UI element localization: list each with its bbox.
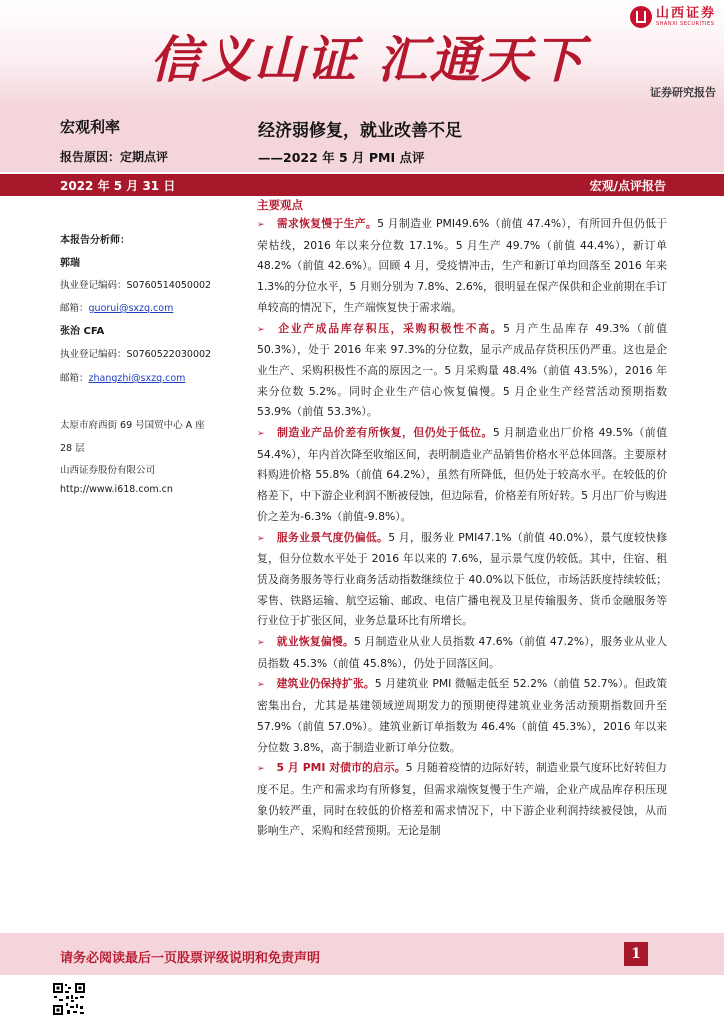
website-link[interactable]: http://www.i618.com.cn [60,484,173,495]
report-reason: 报告原因：定期点评 [60,150,169,164]
analyst-name: 郭瑞 [60,258,80,269]
report-type: 证券研究报告 [650,86,716,99]
section-heading: 主要观点 [257,198,303,212]
analyst-cert: 执业登记编码：S0760522030002 [60,349,212,360]
company-name: 山西证券股份有限公司 [60,465,156,476]
analyst-cert: 执业登记编码：S0760514050002 [60,280,212,291]
qr-code-icon [52,982,86,1016]
report-date: 2022 年 5 月 31 日 [60,179,176,193]
analyst-name: 张治 CFA [60,326,105,337]
slogan: 信义山证 汇通天下 [150,30,586,89]
analyst-email-row [60,300,173,314]
arrow-bullet-icon: ➢ [257,680,265,691]
key-point: ➢ 5 月 PMI 对债市的启示。5 月随着疫情的边际好转，制造业景气度环比好转但力度不足。生产和需求均有所修复，但需求端恢复慢于生产端，企业产成品库存积压现象仍较严重，同时在较低的价格差和需求情况下，中下游企业利润持续被侵蚀，从而影响生产、采购和经营预期。无论是制 [257,761,667,838]
analysts-label: 本报告分析师： [60,235,130,246]
report-title: 经济弱修复，就业改善不足 [258,121,462,141]
report-subtitle: ——2022 年 5 月 PMI 点评 [258,150,425,165]
key-point: ➢ 需求恢复慢于生产。5 月制造业 PMI49.6%（前值 47.4%），有所回升但仍低于荣枯线，2016 年以来分位数 17.1%。5 月生产 49.7%（前值 44.4%），新订单 48.2%（前值 42.6%）。回顾 4 月，受疫情冲击，生产和新订单均回落至 2016 年来 1.3%的分位水平，5 月则分别为 7.8%、2.6%，很明显在保产保供和企业前期在手订单较高的情况下，生产端恢复快于需求端。 [257,217,667,314]
arrow-bullet-icon: ➢ [257,220,265,230]
address-line: 太原市府西街 69 号国贸中心 A 座 [60,420,205,431]
address-line: 28 层 [60,443,85,454]
arrow-bullet-icon: ➢ [257,324,265,335]
report-kind: 宏观/点评报告 [589,179,666,193]
key-point: ➢ 企业产成品库存积压，采购积极性不高。5 月产生品库存 49.3%（前值 50.3%），处于 2016 年来 97.3%的分位数，显示产成品存货积压仍严重。这也是企业生产、采购积极性不高的原因之一。5 月采购量 48.4%（前值 43.5%），2016 年来分位数 5.2%。同时企业生产信心恢复偏慢。5 月企业生产经营活动预期指数 53.9%（前值 53.3%）。 [257,321,667,419]
arrow-bullet-icon: ➢ [257,533,265,544]
analyst-email-link[interactable]: guorui@sxzq.com [88,303,174,314]
page-number: 1 [624,942,648,966]
email-label: 邮箱： [60,373,89,384]
brand-name-en: SHANXI SECURITIES [655,21,715,27]
analyst-email-link[interactable]: zhangzhi@sxzq.com [88,373,186,384]
brand-logo-group [630,6,716,28]
disclaimer-notice: 请务必阅读最后一页股票评级说明和免责声明 [60,951,321,966]
key-point: ➢ 服务业景气度仍偏低。5 月，服务业 PMI47.1%（前值 40.0%），景气度较快修复，但分位数水平处于 2016 年以来的 7.6%，显示景气度仍较低。其中，住宿、租赁及商务服务等行业商务活动指数继续位于 40.0%以下低位，市场活跃度持续较低；零售、铁路运输、航空运输、邮政、电信广播电视及卫星传输服务、货币金融服务等行业位于扩张区间，业务总量环比有所增长。 [257,530,668,628]
arrow-bullet-icon: ➢ [257,429,265,440]
arrow-bullet-icon: ➢ [257,638,265,649]
arrow-bullet-icon: ➢ [257,764,265,775]
key-point: ➢ 制造业产品价差有所恢复，但仍处于低位。5 月制造业出厂价格 49.5%（前值 54.4%），年内首次降至收缩区间，表明制造业产品销售价格水平总体回落。主要原材料购进价格 55.8%（前值 64.2%），虽然有所降低，但仍处于较高水平。在较低的价格差下，中下游企业利润不断被侵蚀，但边际看，价格差有所好转。5 月出厂价与购进价之差为-6.3%（前值-9.8%）。 [257,426,667,523]
key-point: ➢ 建筑业仍保持扩张。5 月建筑业 PMI 微幅走低至 52.2%（前值 52.7%）。但政策密集出台，尤其是基建领域逆周期发力的预期使得建筑业业务活动预期指数回升至 57.9%（前值 57.0%）。建筑业新订单指数为 46.4%（前值 45.3%），2016 年以来分位数 3.8%，高于制造业新订单分位数。 [257,677,667,754]
analyst-email-row [60,370,185,384]
brand-name: 山西证券 [655,6,716,21]
main-content [257,197,667,842]
company-logo-icon [630,6,652,28]
email-label: 邮箱： [60,303,89,314]
report-category: 宏观利率 [60,118,121,136]
key-point: ➢ 就业恢复偏慢。5 月制造业从业人员指数 47.6%（前值 47.2%），服务业从业人员指数 45.3%（前值 45.8%），仍处于回落区间。 [257,635,667,670]
